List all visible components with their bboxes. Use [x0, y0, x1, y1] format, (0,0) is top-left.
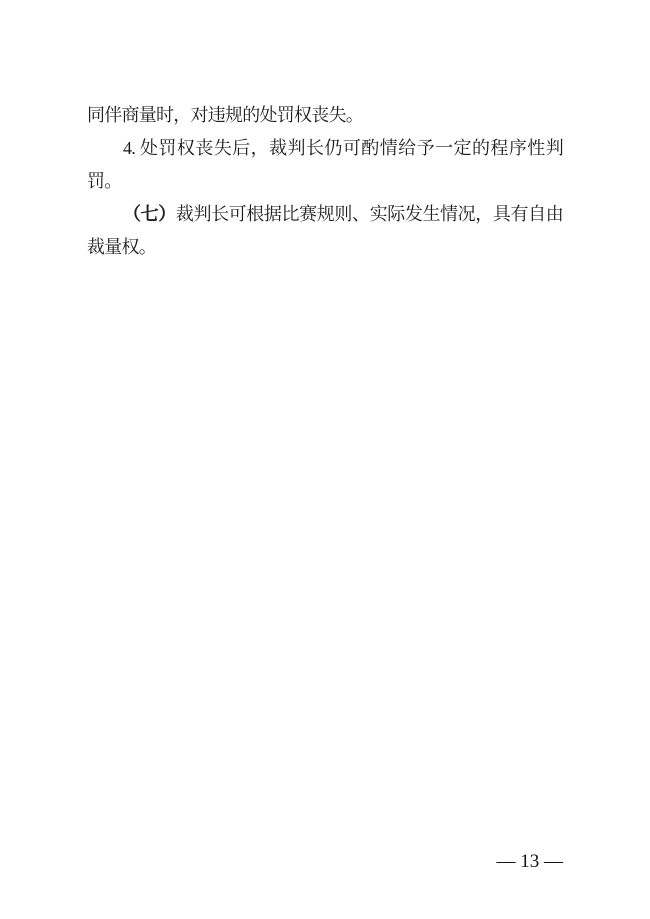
body-text-line: 4. 处罚权丧失后，裁判长仍可酌情给予一定的程序性判 [123, 138, 563, 158]
body-text-segment: 裁判长可根据比赛规则、实际发生情况，具有自由 [175, 204, 563, 224]
body-text-line: 罚。 [87, 171, 122, 191]
body-text-line: 同伴商量时，对违规的处罚权丧失。 [87, 105, 363, 125]
section-number-label: （七） [123, 204, 176, 224]
page-number: — 13 — [496, 851, 563, 872]
body-text-line: 裁量权。 [87, 237, 156, 257]
body-text-line [87, 198, 563, 231]
document-body [87, 99, 563, 264]
